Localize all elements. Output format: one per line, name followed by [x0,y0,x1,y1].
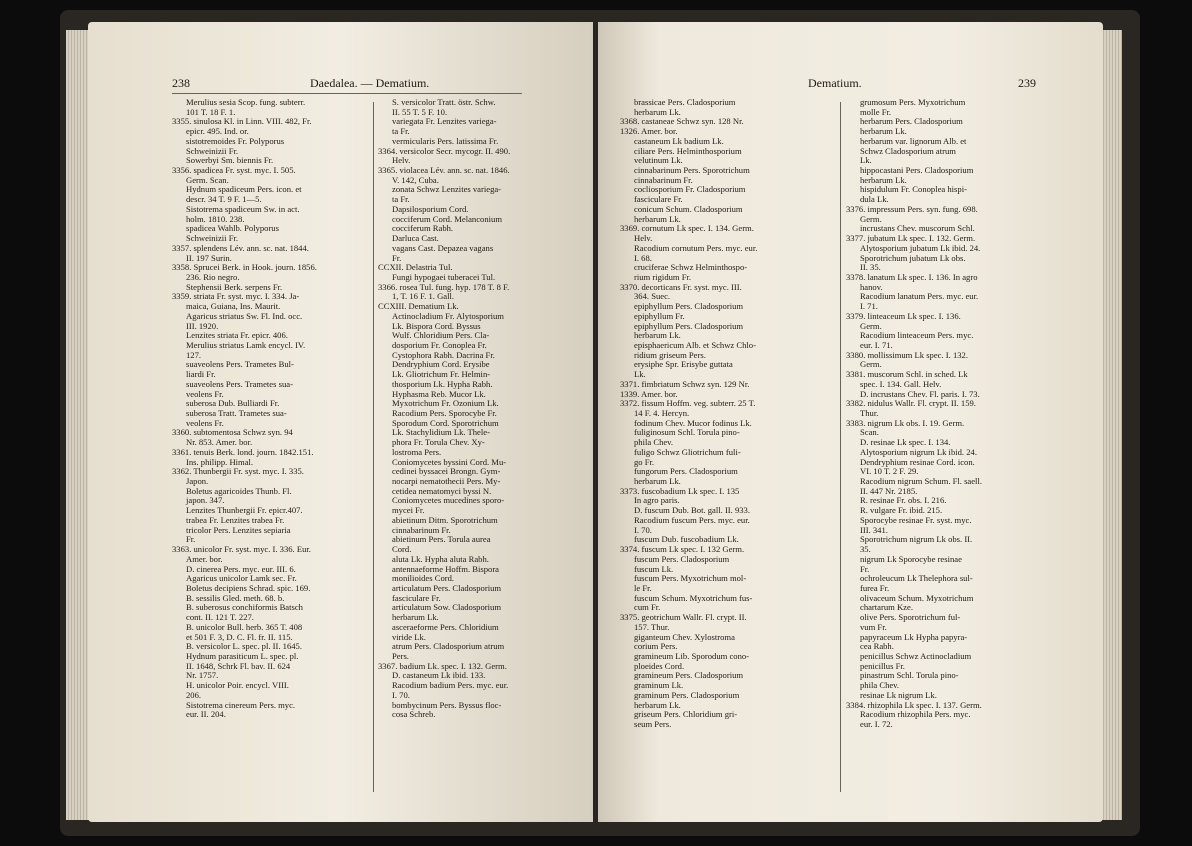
text-line: Sporotrichum jubatum Lk obs. [860,252,966,263]
text-line: Lk. Stachylidium Lk. Thele- [392,427,490,438]
text-line: Amer. bor. [186,553,223,564]
text-line: Sistotrema spadiceum Sw. in act. [186,203,300,214]
text-line: penicillus Fr. [860,660,905,671]
text-line: japon. 347. [186,495,225,506]
text-line: variegata Fr. Lenzites variega- [392,116,497,127]
text-line: III. 341. [860,524,888,535]
text-line: B. sessilis Gled. meth. 68. b. [186,592,285,603]
text-line: 3375. geotrichum Wallr. Fl. crypt. II. [620,612,747,623]
text-line: Darluca Cast. [392,233,439,244]
text-line: herbarum Lk. [860,174,907,185]
text-line: Wulf. Chloridium Pers. Cla- [392,330,490,341]
text-line: abietinum Ditm. Sporotrichum [392,514,498,525]
text-line: bombycinum Pers. Byssus floc- [392,699,502,710]
text-line: 1, T. 16 F. 1. Gall. [392,291,455,302]
text-line: Cord. [392,544,412,555]
text-line: B. suberosus conchiformis Batsch [186,602,303,613]
text-line: zonata Schwz Lenzites variega- [392,184,502,195]
text-line: et 501 F. 3, D. C. Fl. fr. II. 115. [186,631,293,642]
text-line: Schweinizii Fr. [186,233,239,244]
text-line: 3367. badium Lk. spec. I. 132. Germ. [378,660,507,671]
text-line: Hyphasma Reb. Mucor Lk. [392,388,486,399]
text-line: monilioides Cord. [392,573,455,584]
text-line: pinastrum Schl. Torula pino- [860,670,959,681]
text-line: 3356. spadicea Fr. syst. myc. I. 505. [172,165,296,176]
text-line: seum Pers. [634,719,672,729]
text-line: graminum Lk. [634,680,684,691]
text-line: ta Fr. [392,126,410,137]
text-line: I. 71. [860,301,878,312]
text-line: fuliginosum Schl. Torula pino- [634,427,740,438]
text-line: cinnabarinum Pers. Sporotrichum [634,165,750,176]
right-page-column-2 [846,98,1056,730]
text-line: go Fr. [634,456,655,467]
text-line: vum Fr. [860,621,887,632]
text-line: ploeides Cord. [634,660,685,671]
text-line: Sistotrema cinereum Pers. myc. [186,699,296,710]
text-line: fasciculare Fr. [634,194,683,205]
text-line: fuscum Schum. Myxotrichum fus- [634,592,753,603]
text-line: Myxotrichum Fr. Ozonium Lk. [392,398,499,409]
text-line: episphaericum Alb. et Schwz Chlo- [634,339,756,350]
text-line: Lk. [634,369,646,380]
text-line: 3380. mollissimum Lk spec. I. 132. [846,349,968,360]
text-line: Dapsilosporium Cord. [392,203,469,214]
text-line: fuscum Pers. Cladosporium [634,553,730,564]
text-line: hispidulum Fr. Conoplea hispi- [860,184,967,195]
text-line: hanov. [860,281,883,292]
column-divider-right [840,102,841,792]
text-line: epiphyllum Pers. Cladosporium [634,320,744,331]
text-line: lostroma Pers. [392,446,442,457]
text-line: 3360. subtomentosa Schwz syn. 94 [172,427,293,438]
text-line: 3359. striata Fr. syst. myc. I. 334. Ja- [172,291,300,302]
text-line: gramineum Pers. Cladosporium [634,670,744,681]
text-line: 364. Suec. [634,291,671,302]
text-line: cetidea nematomyci byssi N. [392,485,492,496]
text-line: Boletus agaricoides Thunb. Fl. [186,485,292,496]
text-line: cosa Schreb. [392,709,436,720]
text-line: 1339. Amer. bor. [620,388,678,399]
text-line: Lenzites striata Fr. epicr. 406. [186,330,288,341]
text-line: Schweinizii Fr. [186,145,239,156]
text-line: dosporium Fr. Conoplea Fr. [392,339,487,350]
text-line: Germ. [860,320,882,331]
text-line: Racodium linteaceum Pers. myc. [860,330,974,341]
text-line: Agaricus unicolor Lamk sec. Fr. [186,573,297,584]
text-line: Racodium nigrum Schum. Fl. saell. [860,476,982,487]
text-line: Lenzites Thunbergii Fr. epicr.407. [186,505,303,516]
text-line: 3374. fuscum Lk spec. I. 132 Germ. [620,544,745,555]
text-line: 3384. rhizophila Lk spec. I. 137. Germ. [846,699,982,710]
text-line: 1326. Amer. bor. [620,126,678,137]
text-line: cocliosporium Fr. Cladosporium [634,184,746,195]
text-line: 3376. impressum Pers. syn. fung. 698. [846,203,978,214]
text-line: suberosa Tratt. Trametes sua- [186,408,287,418]
text-line: Agaricus striatus Sw. Fl. Ind. occ. [186,310,303,321]
text-line: fuscum Pers. Myxotrichum mol- [634,573,747,584]
text-line: eur. I. 72. [860,719,893,729]
text-line: Hydnum parasiticum L. spec. pl. [186,650,299,661]
text-line: articulatum Sow. Cladosporium [392,602,501,613]
text-line: herbarum Lk. [634,476,681,487]
text-line: chartarum Kze. [860,602,913,613]
text-line: penicillus Schwz Actinocladium [860,650,972,661]
text-line: Merulius striatus Lamk encycl. IV. [186,339,306,350]
text-line: cum Fr. [634,602,661,613]
text-line: fodinum Chev. Mucor fodinus Lk. [634,417,752,428]
text-line: Japon. [186,476,209,487]
text-line: suaveolens Pers. Trametes sua- [186,378,293,389]
text-line: 3377. jubatum Lk spec. I. 132. Germ. [846,233,976,244]
text-line: 3362. Thunbergii Fr. syst. myc. I. 335. [172,466,304,477]
text-line: R. vulgare Fr. ibid. 215. [860,505,943,516]
text-line: Racodium Pers. Sporocybe Fr. [392,408,497,418]
text-line: aluta Lk. Hypha aluta Rabh. [392,553,489,564]
text-line: thosporium Lk. Hypha Rabh. [392,378,493,389]
text-line: suaveolens Pers. Trametes Bul- [186,359,294,370]
text-line: castaneum Lk badium Lk. [634,135,724,146]
text-line: D. incrustans Chev. Fl. paris. I. 73. [860,388,980,399]
text-line: Ins. philipp. Himal. [186,456,254,467]
text-line: 35. [860,544,871,555]
text-line: 3363. unicolor Fr. syst. myc. I. 336. Eur. [172,544,311,555]
text-line: vermicularis Pers. latissima Fr. [392,135,499,146]
text-line: griseum Pers. Chloridium gri- [634,709,738,720]
text-line: epiphyllum Fr. [634,310,685,321]
text-line: Hydnum spadiceum Pers. icon. et [186,184,302,195]
text-line: II. 1648, Schrk Fl. bav. II. 624 [186,660,291,671]
text-line: D. fuscum Dub. Bot. gall. II. 933. [634,505,751,516]
text-line: viride Lk. [392,631,426,642]
text-line: Schwz Cladosporium atrum [860,145,956,156]
text-line: fungorum Pers. Cladosporium [634,466,738,477]
text-line: Racodium badium Pers. myc. eur. [392,680,509,691]
text-line: tricolor Pers. Lenzites sepiaria [186,524,291,535]
column-divider-left [373,102,374,792]
text-line: sistotremoides Fr. Polyporus [186,135,285,146]
text-line: ridium griseum Pers. [634,349,706,360]
text-line: 3370. decorticans Fr. syst. myc. III. [620,281,742,292]
text-line: 236. Rio negro. [186,271,240,282]
text-line: Sowerbyi Sm. biennis Fr. [186,155,274,166]
text-line: II. 35. [860,262,881,273]
text-line: D. cinerea Pers. myc. eur. III. 6. [186,563,296,574]
text-line: 206. [186,689,202,700]
text-line: Lk. Bispora Cord. Byssus [392,320,481,331]
page-edges-right [1100,30,1122,820]
text-line: phora Fr. Torula Chev. Xy- [392,437,485,448]
text-line: Nr. 1757. [186,670,219,681]
text-line: 3366. rosea Tul. fung. hyp. 178 T. 8 F. [378,281,510,292]
text-line: 3355. sinulosa Kl. in Linn. VIII. 482, Fr. [172,116,312,127]
text-line: resinae Lk nigrum Lk. [860,689,937,700]
text-line: 3361. tenuis Berk. lond. journ. 1842.151. [172,446,314,457]
text-line: Pers. [392,650,409,661]
text-line: VI. 10 T. 2 F. 29. [860,466,919,477]
text-line: herbarum Lk. [392,612,439,623]
text-line: cruciferae Schwz Helminthospo- [634,262,748,273]
text-line: descr. 34 T. 9 F. 1—5. [186,194,262,205]
left-page-column-2 [378,98,578,720]
text-line: ta Fr. [392,194,410,205]
text-line: cocciferum Cord. Melanconium [392,213,503,224]
text-line: phila Chev. [634,437,674,448]
running-header-right: Dematium. [808,76,862,90]
text-line: fuscum Lk. [634,563,674,574]
text-line: 3382. nidulus Wallr. Fl. crypt. II. 159. [846,398,976,409]
text-line: Lk. [860,155,872,166]
text-line: suberosa Dub. Bulliardi Fr. [186,398,280,409]
text-line: gramineum Lib. Sporodum cono- [634,650,750,661]
text-line: II. 197 Surin. [186,252,232,263]
text-line: 101 T. 18 F. 1. [186,106,236,117]
text-line: I. 70. [634,524,652,535]
text-line: Alytosporium jubatum Lk ibid. 24. [860,242,981,253]
text-line: herbarum Lk. [860,126,907,137]
text-line: 3379. linteaceum Lk spec. I. 136. [846,310,961,321]
running-header-left: Daedalea. — Dematium. [310,76,430,90]
text-line: herbarum Pers. Cladosporium [860,116,963,127]
text-line: conicum Schum. Cladosporium [634,203,743,214]
text-line: articulatum Pers. Cladosporium [392,582,502,593]
text-line: furea Fr. [860,582,890,593]
text-line: holm. 1810. 238. [186,213,245,224]
text-line: eur. I. 71. [860,339,893,350]
text-line: R. resinae Fr. obs. I. 216. [860,495,947,506]
text-line: Racodium lanatum Pers. myc. eur. [860,291,979,302]
text-line: Sporodum Cord. Sporotrichum [392,417,499,428]
text-line: Coniomycetes byssini Cord. Mu- [392,456,507,467]
text-line: II. 55 T. 5 F. 10. [392,106,448,117]
text-line: Sporotrichum nigrum Lk obs. II. [860,534,973,545]
text-line: phila Chev. [860,680,900,691]
text-line: Lk. Gliotrichum Fr. Helmin- [392,369,491,380]
text-line: 3378. lanatum Lk spec. I. 136. In agro [846,271,978,282]
text-line: 3383. nigrum Lk obs. I. 19. Germ. [846,417,965,428]
text-line: 3368. castaneae Schwz syn. 128 Nr. [620,116,744,127]
text-line: olivaceum Schum. Myxotrichum [860,592,974,603]
text-line: Alytosporium nigrum Lk ibid. 24. [860,446,977,457]
text-line: le Fr. [634,582,652,593]
text-line: Scan. [860,427,879,438]
text-line: D. castaneum Lk ibid. 133. [392,670,486,681]
text-line: abietinum Pers. Torula aurea [392,534,491,545]
text-line: liardi Fr. [186,369,216,380]
text-line: spadicea Wahlb. Polyporus [186,223,279,234]
text-line: erysiphe Spr. Erisybe guttata [634,359,733,370]
text-line: graminum Pers. Cladosporium [634,689,740,700]
text-line: cinnabarinum Fr. [392,524,451,535]
text-line: Fr. [186,534,196,545]
text-line: B. unicolor Bull. herb. 365 T. 408 [186,621,303,632]
text-line: Thur. [860,408,879,418]
text-line: veolens Fr. [186,417,224,428]
text-line: grumosum Pers. Myxotrichum [860,97,966,107]
text-line: I. 68. [634,252,652,263]
text-line: ochroleucum Lk Thelephora sul- [860,573,973,584]
page-edges-left [66,30,90,820]
text-line: cinnabarinum Fr. [634,174,693,185]
text-line: spec. I. 134. Gall. Helv. [860,378,942,389]
text-line: herbarum Lk. [634,106,681,117]
text-line: Fr. [392,252,402,263]
text-line: nigrum Lk Sporocybe resinae [860,553,962,564]
text-line: CCXIII. Dematium Lk. [378,301,459,312]
text-line: ciliare Pers. Helminthosporium [634,145,742,156]
text-line: 127. [186,349,202,360]
text-line: D. resinae Lk spec. I. 134. [860,437,951,448]
text-line: eur. II. 204. [186,709,226,720]
text-line: 3371. fimbriatum Schwz syn. 129 Nr. [620,378,750,389]
text-line: Nr. 853. Amer. bor. [186,437,253,448]
text-line: antennaeforme Hoffm. Bispora [392,563,499,574]
text-line: Dendryphium resinae Cord. icon. [860,456,975,467]
text-line: dula Lk. [860,194,889,205]
text-line: 14 F. 4. Hercyn. [634,408,690,418]
text-line: Helv. [392,155,411,166]
text-line: Actinocladium Fr. Alytosporium [392,310,504,321]
text-line: Merulius sesia Scop. fung. subterr. [186,97,306,107]
text-line: Fungi hypogaei tuberacei Tul. [392,271,496,282]
text-line: Helv. [634,233,653,244]
text-line: Racodium rhizophila Pers. myc. [860,709,971,720]
text-line: trabea Fr. Lenzites trabea Fr. [186,514,285,525]
text-line: 3373. fuscobadium Lk spec. I. 135 [620,485,740,496]
text-line: giganteum Chev. Xylostroma [634,631,735,642]
left-page-column-1 [172,98,372,720]
text-line: atrum Pers. Cladosporium atrum [392,641,505,652]
text-line: Coniomycetes mucedines sporo- [392,495,505,506]
text-line: Germ. [860,359,882,370]
text-line: 3369. cornutum Lk spec. I. 134. Germ. [620,223,754,234]
text-line: papyraceum Lk Hypha papyra- [860,631,968,642]
text-line: 3364. versicolor Secr. mycogr. II. 490. [378,145,511,156]
text-line: Germ. [860,213,882,224]
text-line: Fr. [860,563,870,574]
text-line: herbarum Lk. [634,213,681,224]
text-line: maica, Guiana, Ins. Maurit. [186,301,281,312]
text-line: hippocastani Pers. Cladosporium [860,165,974,176]
text-line: molle Fr. [860,106,892,117]
text-line: Sporocybe resinae Fr. syst. myc. [860,514,972,525]
text-line: olive Pers. Sporotrichum ful- [860,612,961,623]
text-line: cea Rabh. [860,641,894,652]
right-page-column-1 [620,98,838,730]
text-line: velutinum Lk. [634,155,683,166]
page-number-left: 238 [172,76,190,90]
text-line: vagans Cast. Depazea vagans [392,242,494,253]
text-line: Germ. Scan. [186,174,229,185]
text-line: epicr. 495. Ind. or. [186,126,249,137]
text-line: 3381. muscorum Schl. in sched. Lk [846,369,968,380]
text-line: In agro paris. [634,495,680,506]
text-line: I. 70. [392,689,410,700]
text-line: cedinei byssacei Brongn. Gym- [392,466,501,477]
text-line: fuligo Schwz Gliotrichum fuli- [634,446,741,457]
text-line: II. 447 Nr. 2185. [860,485,918,496]
text-line: fasciculare Fr. [392,592,441,603]
text-line: rium rigidum Fr. [634,271,692,282]
text-line: herbarum Lk. [634,330,681,341]
right-page [598,22,1103,822]
text-line: asceraeforme Pers. Chloridium [392,621,499,632]
left-page [88,22,593,822]
text-line: incrustans Chev. muscorum Schl. [860,223,975,234]
text-line: herbarum Lk. [634,699,681,710]
text-line: Dendryphium Cord. Erysibe [392,359,490,370]
text-line: Racodium fuscum Pers. myc. eur. [634,514,750,525]
header-rule-left [172,93,522,94]
text-line: 3372. fissum Hoffm. veg. subterr. 25 T. [620,398,756,409]
text-line: Boletus decipiens Schrad. spic. 169. [186,582,311,593]
text-line: Cystophora Rabh. Dacrina Fr. [392,349,495,360]
text-line: V. 142, Cuba. [392,174,439,185]
text-line: herbarum var. lignorum Alb. et [860,135,967,146]
text-line: nocarpi nematothecii Pers. My- [392,476,501,487]
text-line: epiphyllum Pers. Cladosporium [634,301,744,312]
text-line: Stephensii Berk. serpens Fr. [186,281,283,292]
text-line: veolens Fr. [186,388,224,399]
text-line: fuscum Dub. fuscobadium Lk. [634,534,739,545]
text-line: cont. II. 121 T. 227. [186,612,254,623]
text-line: 3357. splendens Lév. ann. sc. nat. 1844. [172,242,309,253]
text-line: cocciferum Rabh. [392,223,454,234]
text-line: brassicae Pers. Cladosporium [634,97,736,107]
text-line: III. 1920. [186,320,219,331]
text-line: 3358. Sprucei Berk. in Hook. journ. 1856. [172,262,317,273]
text-line: corium Pers. [634,641,678,652]
text-line: mycei Fr. [392,505,425,516]
text-line: 157. Thur. [634,621,670,632]
text-line: Racodium cornutum Pers. myc. eur. [634,242,758,253]
text-line: H. unicolor Poir. encycl. VIII. [186,680,289,691]
text-line: 3365. violacea Lév. ann. sc. nat. 1846. [378,165,510,176]
text-line: B. versicolor L. spec. pl. II. 1645. [186,641,302,652]
text-line: CCXII. Delastria Tul. [378,262,453,273]
page-number-right: 239 [1018,76,1036,90]
text-line: S. versicolor Tratt. östr. Schw. [392,97,496,107]
